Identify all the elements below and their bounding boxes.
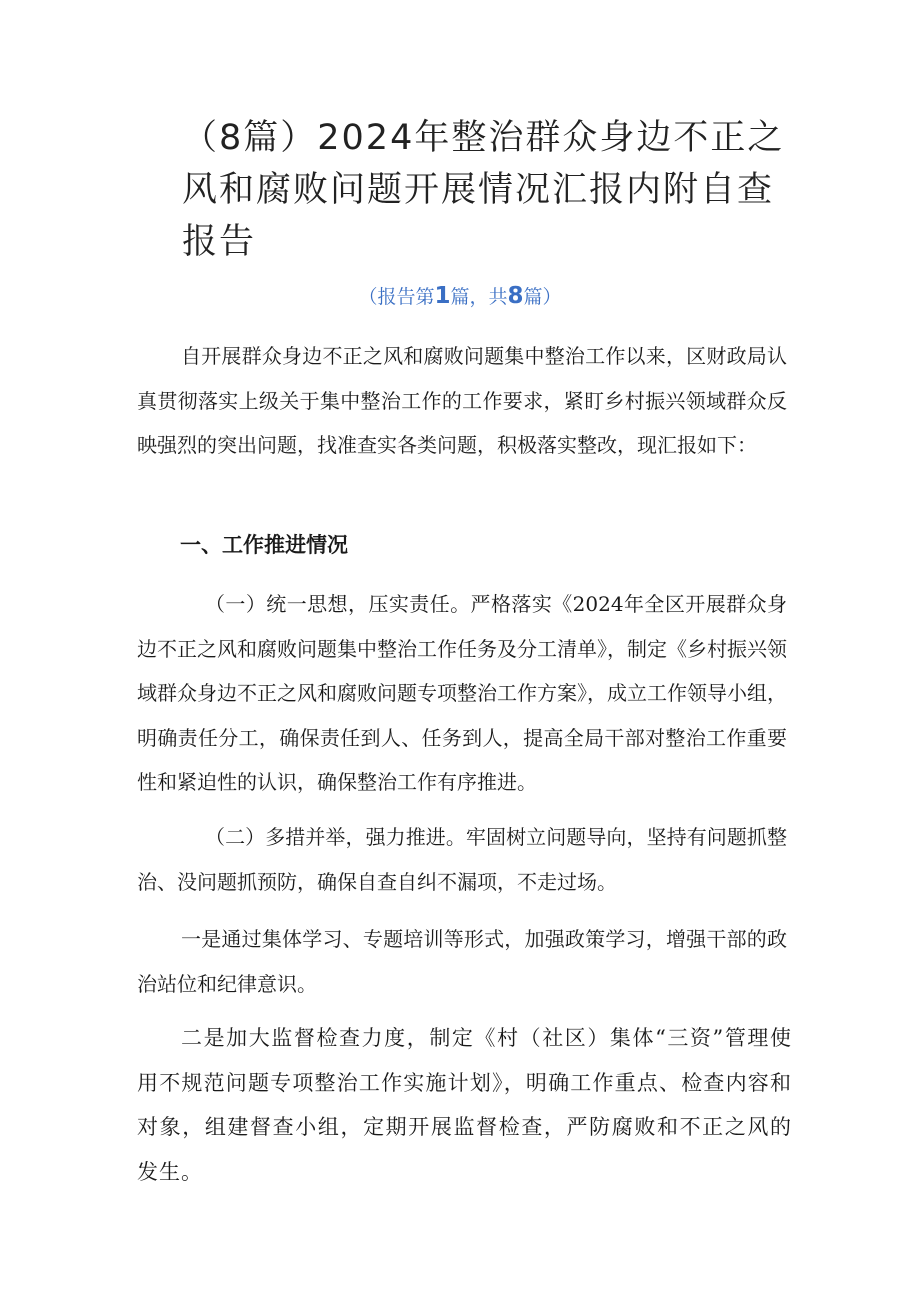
document-title: （8篇）2024年整治群众身边不正之风和腐败问题开展情况汇报内附自查报告 bbox=[182, 118, 785, 262]
report-counter-middle: 篇，共 bbox=[450, 286, 508, 308]
report-counter bbox=[0, 283, 920, 310]
paragraph-measure-2: 二是加大监督检查力度，制定《村（社区）集体“三资”管理使用不规范问题专项整治工作实施计划》，明确工作重点、检查内容和对象，组建督查小组，定期开展监督检查，严防腐败和不正之风的发生。 bbox=[137, 1026, 792, 1184]
report-current-number: 1 bbox=[434, 283, 451, 309]
section-heading-work-progress: 一、工作推进情况 bbox=[180, 533, 348, 557]
paragraph-item-1: （一）统一思想，压实责任。严格落实《2024年全区开展群众身边不正之风和腐败问题集中整治工作任务及分工清单》，制定《乡村振兴领域群众身边不正之风和腐败问题专项整治工作方案》，成立工作领导小组，明确责任分工，确保责任到人、任务到人，提高全局干部对整治工作重要性和紧迫性的认识，确保整治工作有序推进。 bbox=[137, 592, 787, 794]
paragraph-measure-1: 一是通过集体学习、专题培训等形式，加强政策学习，增强干部的政治站位和纪律意识。 bbox=[137, 927, 787, 996]
report-total-number: 8 bbox=[507, 283, 524, 309]
report-counter-suffix: 篇） bbox=[523, 286, 562, 308]
paragraph-item-2: （二）多措并举，强力推进。牢固树立问题导向，坚持有问题抓整治、没问题抓预防，确保自查自纠不漏项，不走过场。 bbox=[137, 825, 787, 894]
intro-paragraph: 自开展群众身边不正之风和腐败问题集中整治工作以来，区财政局认真贯彻落实上级关于集中整治工作的工作要求，紧盯乡村振兴领域群众反映强烈的突出问题，找准查实各类问题，积极落实整改，现汇报如下： bbox=[137, 344, 787, 457]
report-counter-prefix: （报告第 bbox=[358, 286, 435, 308]
